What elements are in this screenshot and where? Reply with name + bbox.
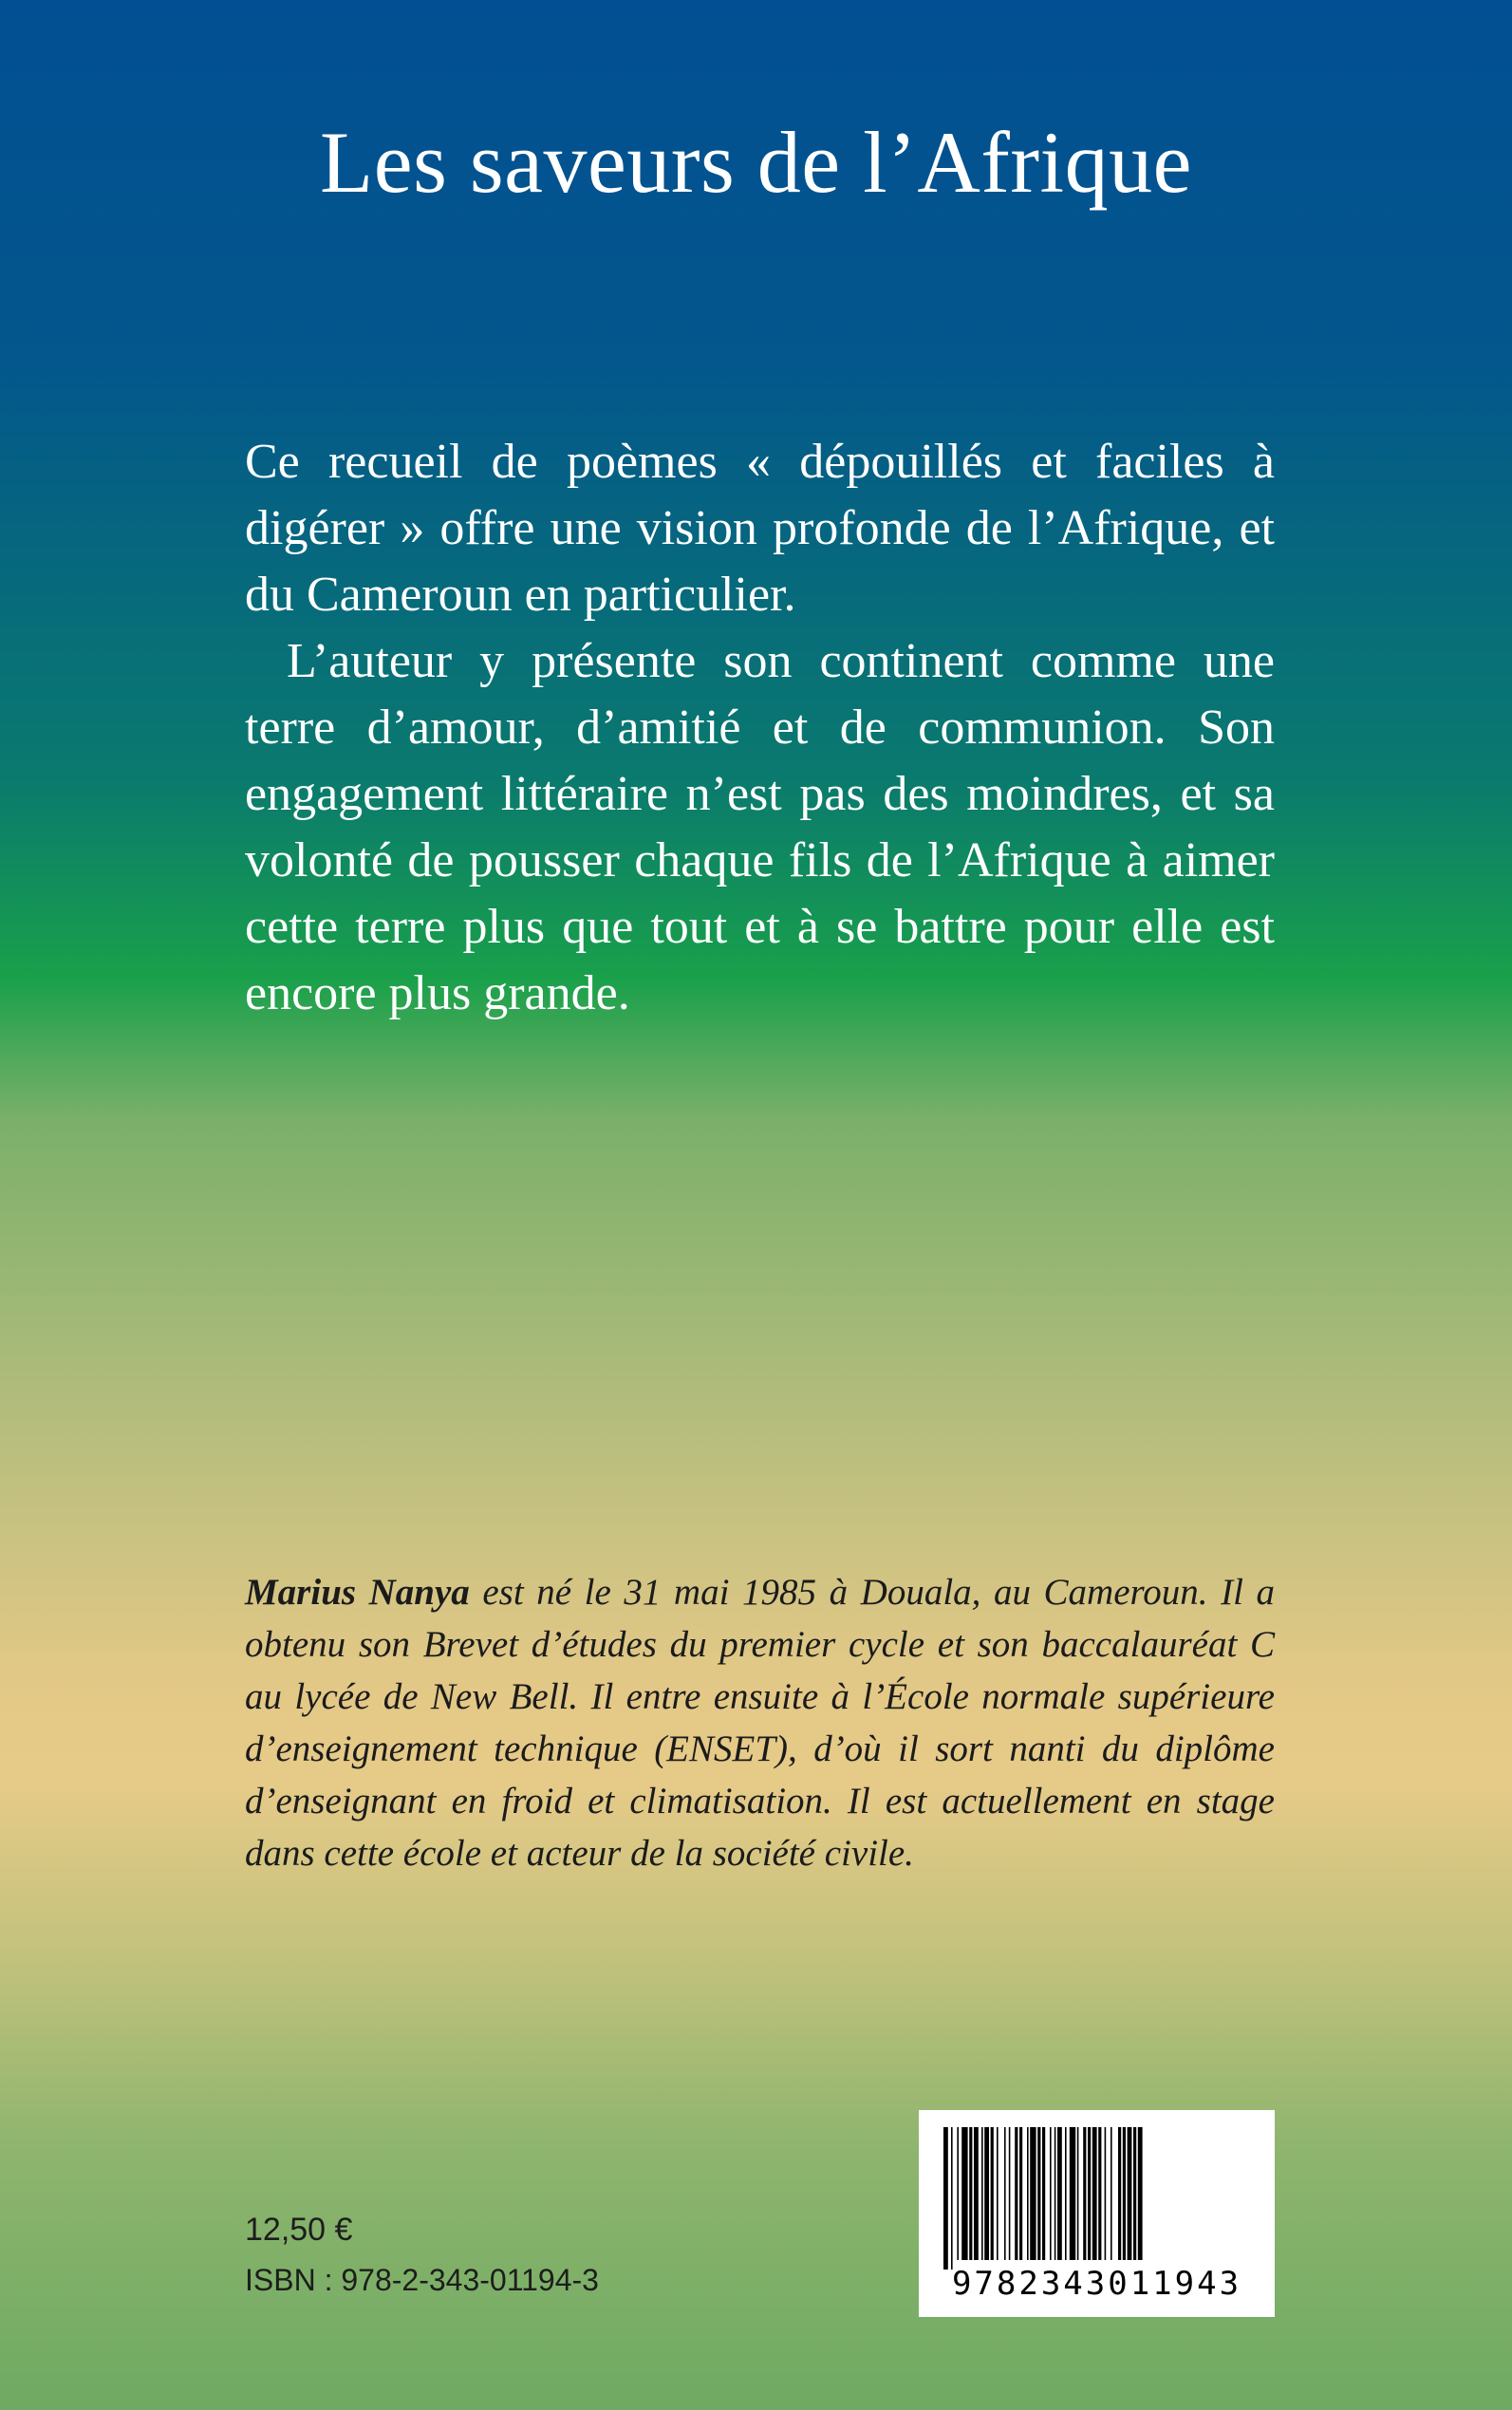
barcode-bar xyxy=(957,2127,959,2260)
barcode-bar xyxy=(1138,2127,1143,2260)
barcode-bar xyxy=(1070,2127,1075,2260)
barcode-bar xyxy=(1088,2127,1091,2260)
barcode-bar xyxy=(1123,2127,1126,2260)
barcode-bar xyxy=(1042,2127,1045,2260)
barcode-bar xyxy=(974,2127,979,2260)
barcode-bar xyxy=(1092,2127,1097,2260)
barcode-bar xyxy=(1055,2127,1056,2260)
barcode-bar xyxy=(997,2127,999,2260)
barcode-bar xyxy=(943,2127,948,2270)
barcode-bar xyxy=(1037,2127,1040,2260)
price: 12,50 € xyxy=(245,2212,353,2248)
barcode-bar xyxy=(1057,2127,1062,2260)
barcode-bar xyxy=(951,2127,953,2270)
barcode-bar xyxy=(1118,2127,1121,2260)
barcode-bar xyxy=(984,2127,989,2260)
barcode xyxy=(919,2110,1275,2317)
barcode-digits: 9782343011943 xyxy=(951,2265,1242,2303)
blurb-paragraph-2: L’auteur y présente son continent comme une terre d’amour, d’amitié et de communion. Son engagement littéraire n’est pas des moindres, et sa volonté de pousser chaque fils de l’Afrique à aimer cette terre plus que tout et à se battre pour elle est encore plus grande. xyxy=(245,634,1275,1020)
author-bio-text: est né le 31 mai 1985 à Douala, au Cameroun. Il a obtenu son Brevet d’études du premier cycle et son baccalauréat C au lycée de New Bell. Il entre ensuite à l’École normale supérieure d’enseignement technique (ENSET), d’où il sort nanti du diplôme d’enseignant en froid et climatisation. Il est actuellement en stage dans cette école et acteur de la société civile. xyxy=(245,1572,1275,1874)
barcode-bar xyxy=(1050,2127,1052,2260)
barcode-bar xyxy=(961,2127,967,2260)
barcode-bar xyxy=(1030,2127,1036,2260)
barcode-bar xyxy=(1009,2127,1011,2260)
barcode-bar xyxy=(1019,2127,1022,2260)
back-cover-blurb xyxy=(245,429,1275,1027)
barcode-bar xyxy=(1015,2127,1017,2260)
blurb-paragraph-1: Ce recueil de poèmes « dépouillés et faciles à digérer » offre une vision profonde de l’Afrique, et du Cameroun en particulier. xyxy=(245,435,1275,622)
barcode-bar xyxy=(1128,2127,1132,2260)
barcode-bar xyxy=(991,2127,994,2260)
author-bio xyxy=(245,1566,1275,1879)
barcode-bar xyxy=(1105,2127,1107,2260)
barcode-bar xyxy=(1098,2127,1101,2260)
barcode-icon xyxy=(940,2127,1254,2270)
barcode-bar xyxy=(1065,2127,1067,2260)
book-title: Les saveurs de l’Afrique xyxy=(320,114,1192,211)
barcode-bar xyxy=(1083,2127,1086,2260)
barcode-bar xyxy=(1027,2127,1029,2260)
author-name: Marius Nanya xyxy=(245,1572,470,1613)
barcode-bar xyxy=(1004,2127,1006,2260)
barcode-bar xyxy=(1133,2127,1136,2260)
barcode-bar xyxy=(1111,2127,1112,2260)
barcode-bar xyxy=(1077,2127,1079,2260)
barcode-bar xyxy=(969,2127,972,2260)
barcode-bar xyxy=(981,2127,983,2260)
isbn: ISBN : 978-2-343-01194-3 xyxy=(245,2263,599,2297)
